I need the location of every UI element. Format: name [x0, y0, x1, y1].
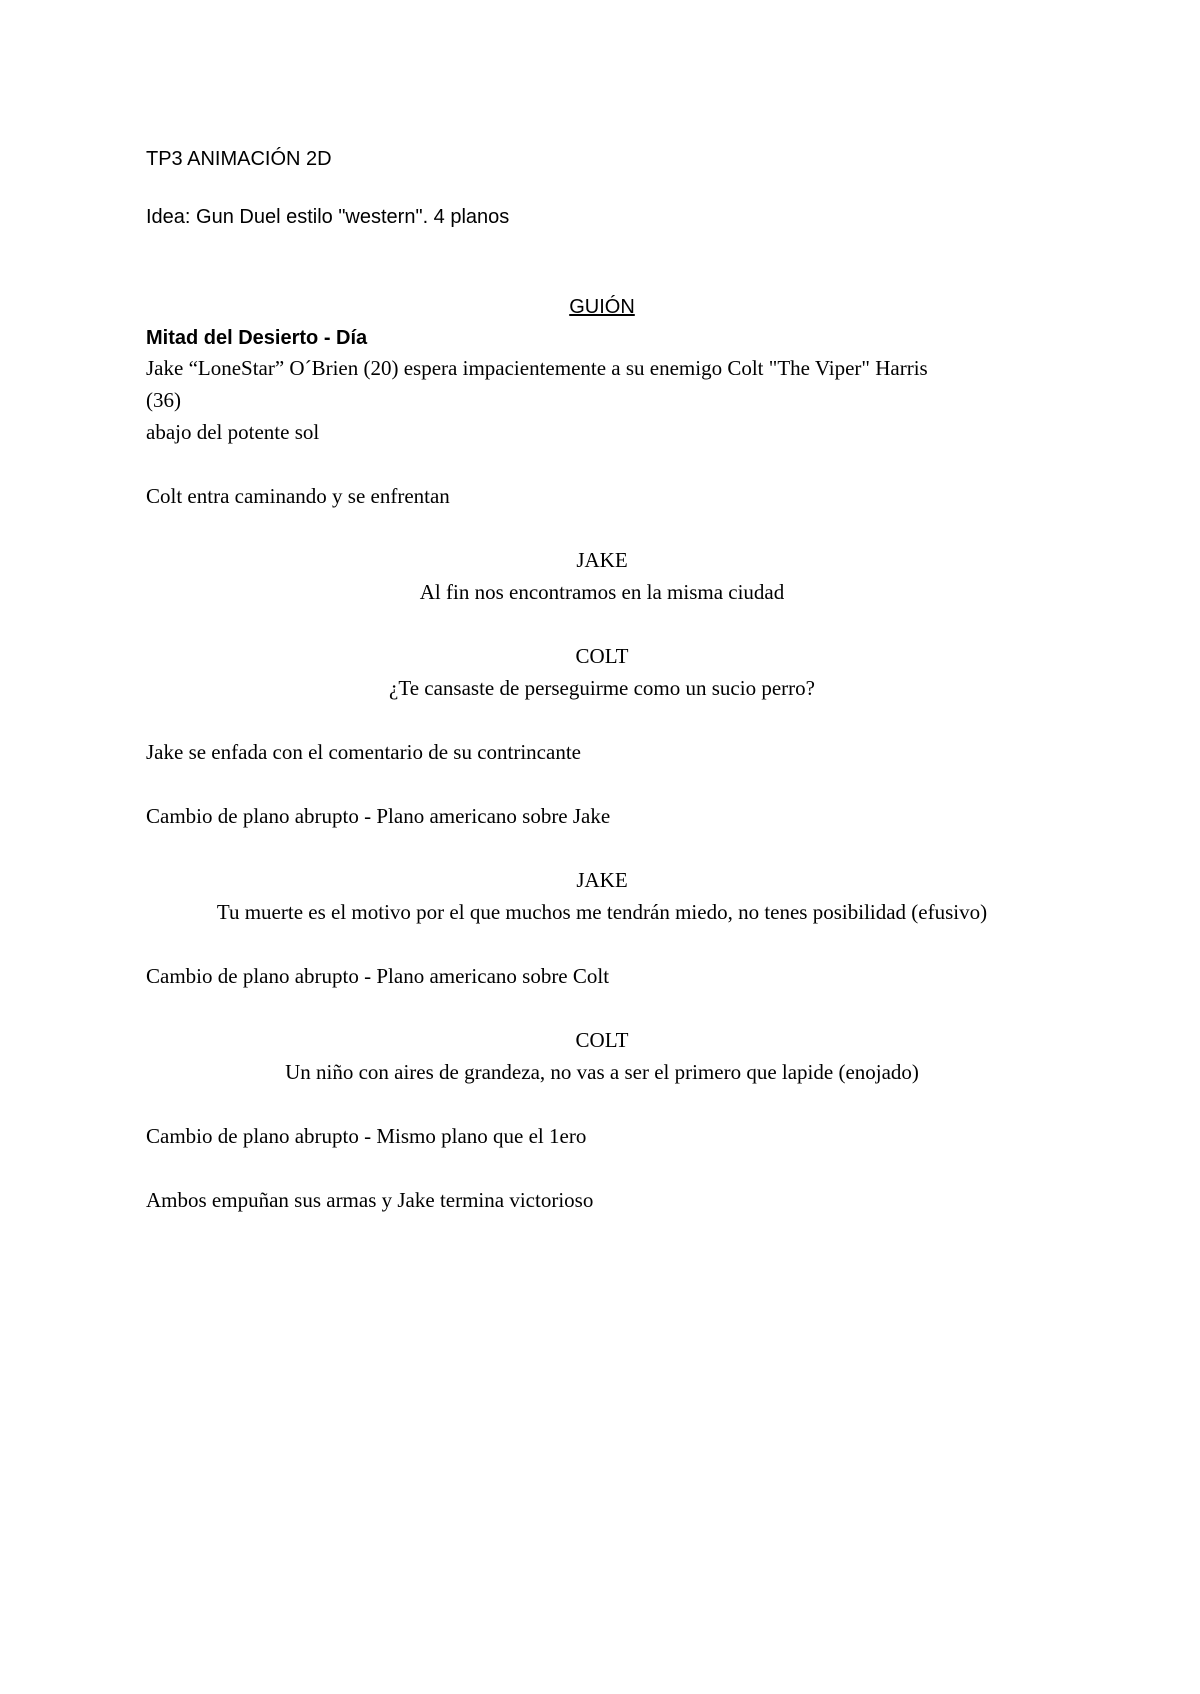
action-line: (36) — [146, 388, 181, 412]
action-line: Colt entra caminando y se enfrentan — [146, 484, 450, 508]
dialogue-line: Al fin nos encontramos en la misma ciudad — [419, 580, 785, 604]
scene-heading: Mitad del Desierto - Día — [146, 327, 368, 349]
action-line: abajo del potente sol — [146, 420, 320, 444]
document-title: TP3 ANIMACIÓN 2D — [146, 148, 332, 170]
character-name: JAKE — [576, 868, 628, 892]
dialogue-line: Un niño con aires de grandeza, no vas a ser el primero que lapide (enojado) — [285, 1060, 919, 1084]
action-line: Jake se enfada con el comentario de su contrincante — [146, 740, 581, 764]
action-line: Jake “LoneStar” O´Brien (20) espera impacientemente a su enemigo Colt "The Viper" Harris — [146, 356, 928, 380]
dialogue-line: ¿Te cansaste de perseguirme como un sucio perro? — [389, 676, 815, 700]
script-heading: GUIÓN — [569, 296, 635, 318]
character-name: JAKE — [576, 548, 628, 572]
action-line: Cambio de plano abrupto - Plano americano sobre Jake — [146, 804, 611, 828]
idea-line: Idea: Gun Duel estilo "western". 4 planos — [146, 206, 510, 228]
character-name: COLT — [575, 644, 629, 668]
character-name: COLT — [575, 1028, 629, 1052]
action-line: Cambio de plano abrupto - Plano americano sobre Colt — [146, 964, 610, 988]
dialogue-line: Tu muerte es el motivo por el que muchos me tendrán miedo, no tenes posibilidad (efusivo) — [216, 900, 988, 924]
action-line: Cambio de plano abrupto - Mismo plano que el 1ero — [146, 1124, 587, 1148]
action-line: Ambos empuñan sus armas y Jake termina victorioso — [146, 1188, 594, 1212]
